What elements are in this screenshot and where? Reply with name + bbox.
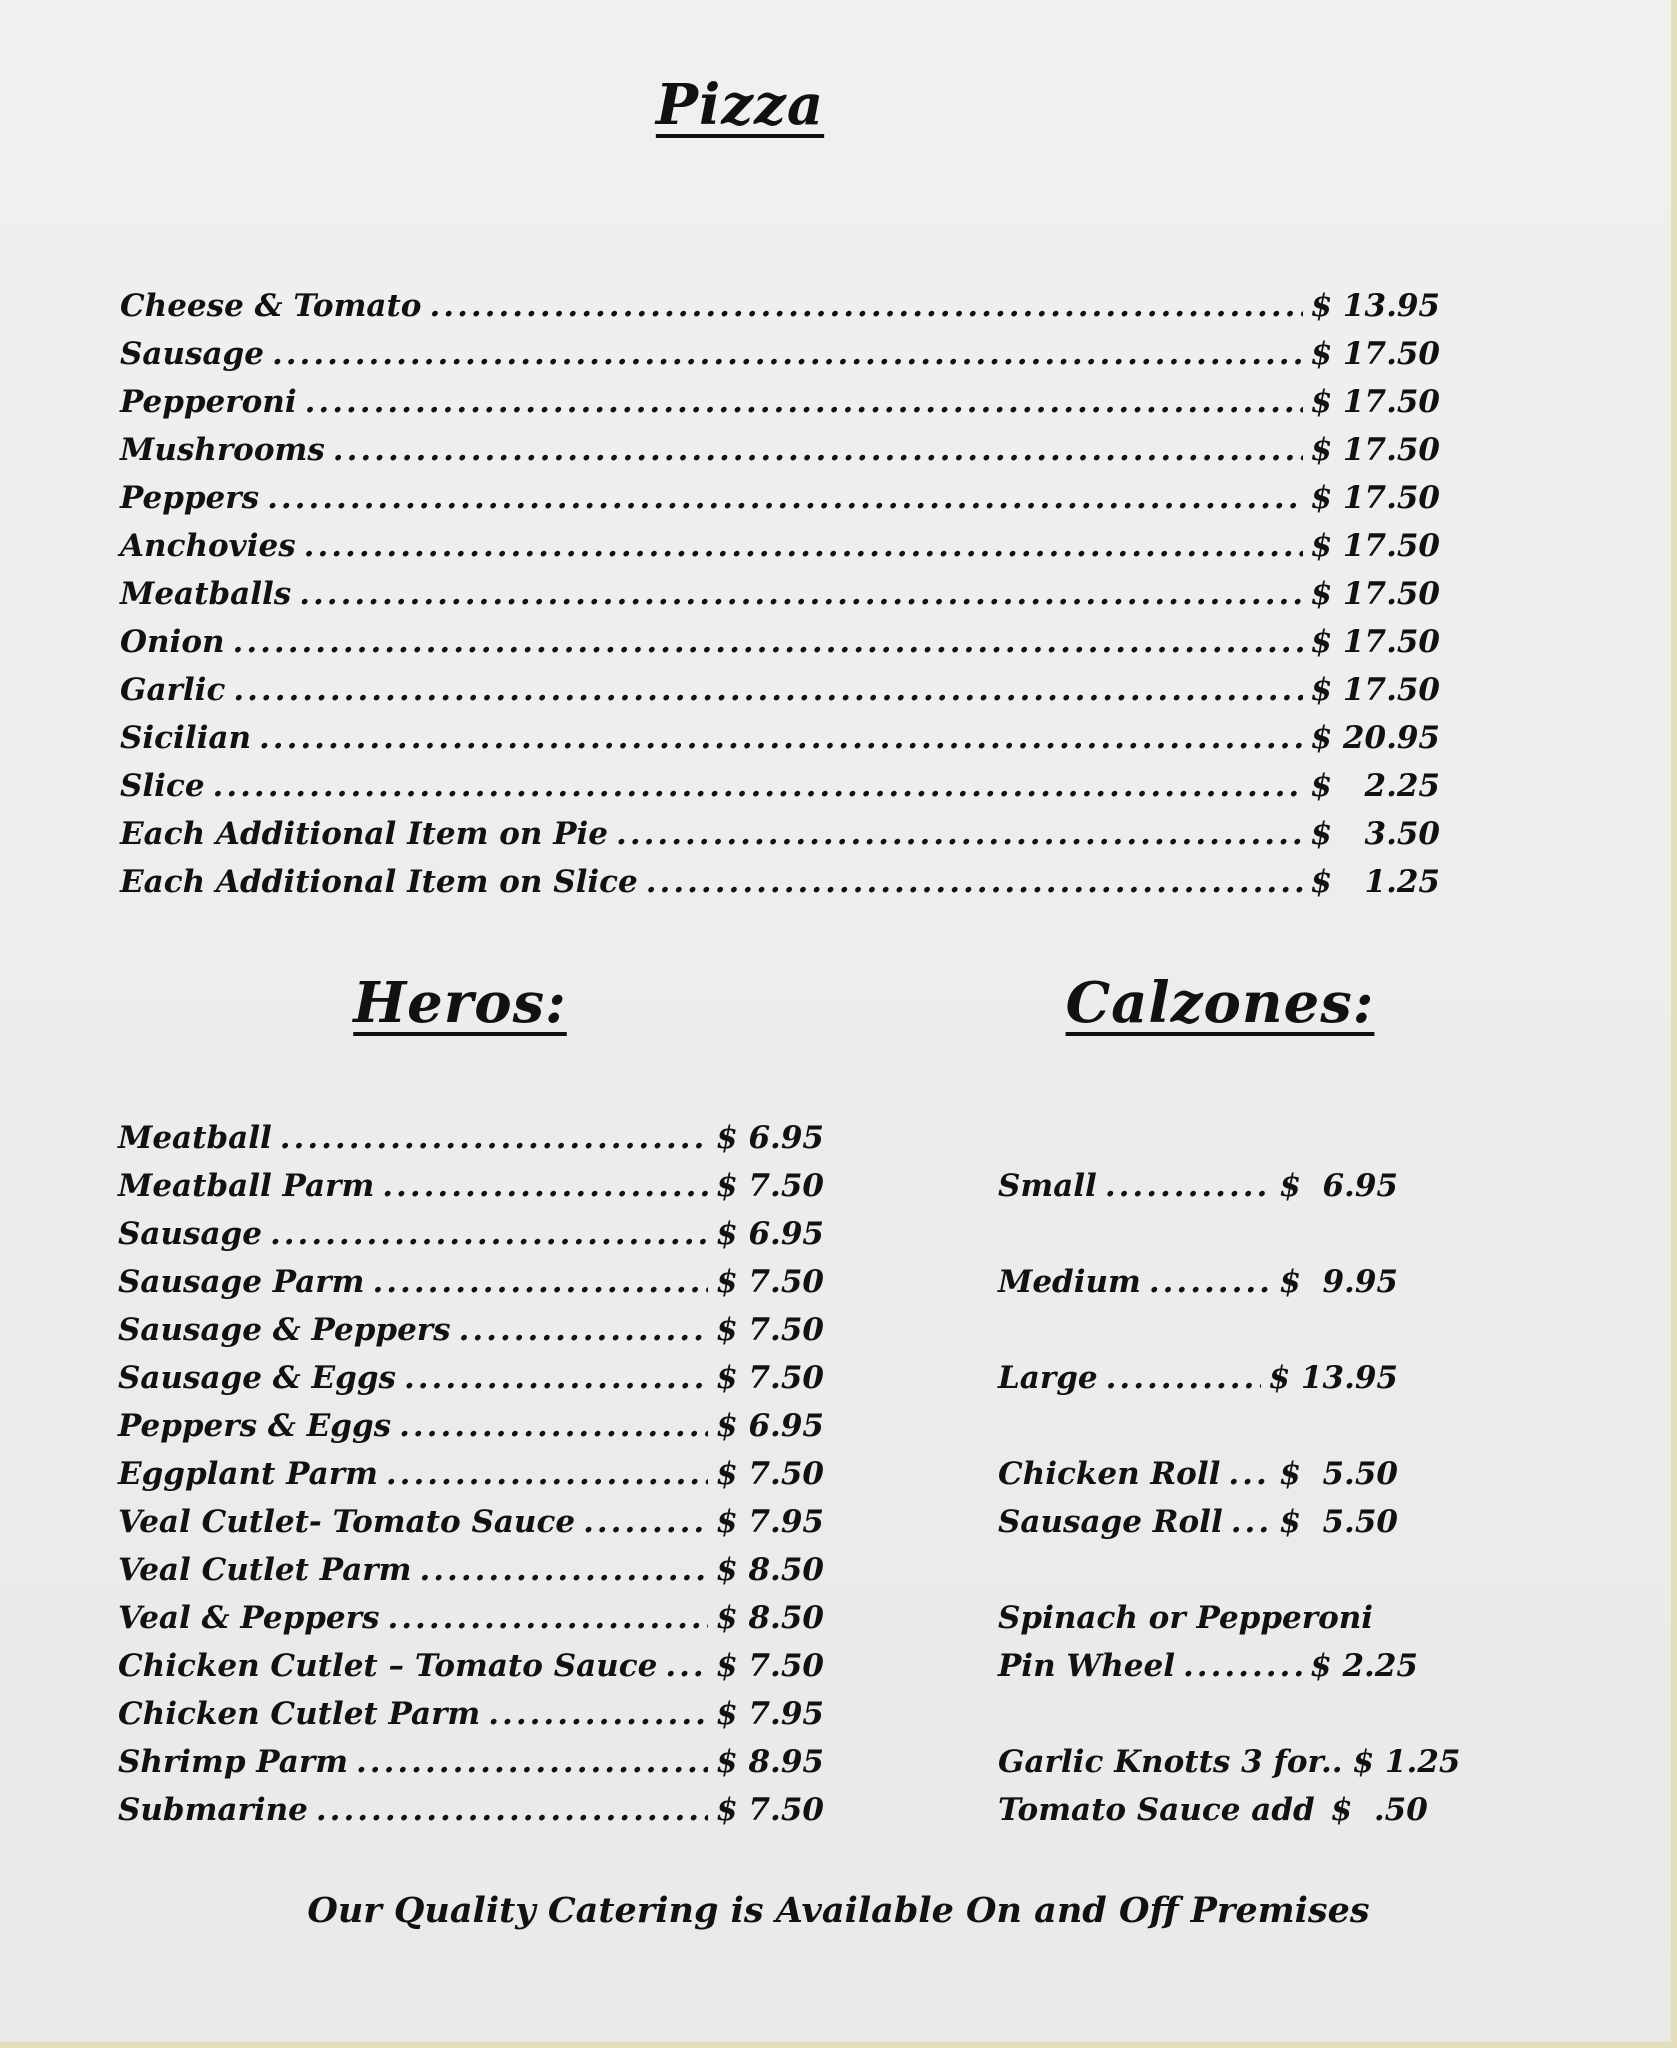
pizza-item-name: Each Additional Item on Pie	[120, 816, 609, 852]
pizza-item-name: Peppers	[120, 480, 260, 516]
pizza-item-name: Sicilian	[120, 720, 251, 756]
hero-item-name: Sausage	[118, 1216, 262, 1252]
calzone-sausage-roll	[998, 1504, 1398, 1540]
pizza-item-price: $ 17.50	[1310, 432, 1440, 468]
dot-leader	[1231, 1504, 1272, 1540]
dot-leader	[333, 432, 1303, 468]
dot-leader	[233, 624, 1303, 660]
dot-leader	[1105, 1168, 1272, 1204]
dot-leader	[1149, 1264, 1271, 1300]
hero-item-price: $ 6.95	[716, 1216, 824, 1252]
pizza-item	[120, 336, 1440, 372]
hero-item-price: $ 7.50	[716, 1168, 824, 1204]
pizza-item-price: $ 17.50	[1310, 480, 1440, 516]
hero-item	[118, 1696, 824, 1732]
hero-item-name: Chicken Cutlet – Tomato Sauce	[118, 1648, 658, 1684]
hero-item	[118, 1504, 824, 1540]
calzone-item-price: $ 5.50	[1279, 1504, 1398, 1540]
calzone-item-name: Pin Wheel	[998, 1648, 1175, 1684]
calzone-item-name: Garlic Knotts 3 for..	[998, 1744, 1343, 1780]
pizza-item	[120, 816, 1440, 852]
tomato-sauce-add	[998, 1792, 1428, 1828]
dot-leader	[267, 480, 1303, 516]
dot-leader	[386, 1456, 708, 1492]
calzone-medium	[998, 1264, 1398, 1300]
dot-leader	[616, 816, 1303, 852]
pizza-section-title: Pizza	[655, 72, 825, 138]
dot-leader	[399, 1408, 708, 1444]
calzone-chicken-roll	[998, 1456, 1398, 1492]
pizza-item	[120, 528, 1440, 564]
hero-item-price: $ 7.50	[716, 1456, 824, 1492]
pizza-item-price: $ 3.50	[1310, 816, 1440, 852]
dot-leader	[646, 864, 1303, 900]
hero-item-price: $ 6.95	[716, 1120, 824, 1156]
dot-leader	[1183, 1648, 1302, 1684]
hero-item-price: $ 7.50	[716, 1360, 824, 1396]
dot-leader	[583, 1504, 708, 1540]
hero-item-name: Shrimp Parm	[118, 1744, 349, 1780]
pizza-item	[120, 720, 1440, 756]
hero-item	[118, 1216, 824, 1252]
calzone-item-name: Medium	[998, 1264, 1141, 1300]
dot-leader	[233, 672, 1302, 708]
calzone-item-price: $ 2.25	[1310, 1648, 1418, 1684]
pizza-item-price: $ 17.50	[1310, 336, 1440, 372]
hero-item-price: $ 8.50	[716, 1552, 824, 1588]
calzone-item-name: Large	[998, 1360, 1098, 1396]
pizza-item-name: Slice	[120, 768, 205, 804]
dot-leader	[419, 1552, 708, 1588]
pizza-item	[120, 384, 1440, 420]
dot-leader	[372, 1264, 708, 1300]
heros-section-title: Heros:	[353, 970, 567, 1036]
calzone-item-price: $ .50	[1330, 1792, 1428, 1828]
hero-item-name: Sausage Parm	[118, 1264, 365, 1300]
pizza-item	[120, 480, 1440, 516]
dot-leader	[665, 1648, 708, 1684]
dot-leader	[488, 1696, 708, 1732]
pizza-item-price: $ 17.50	[1310, 528, 1440, 564]
calzone-item-name: Tomato Sauce add	[998, 1792, 1315, 1828]
pizza-item	[120, 672, 1440, 708]
hero-item	[118, 1120, 824, 1156]
calzone-item-name: Sausage Roll	[998, 1504, 1223, 1540]
hero-item	[118, 1552, 824, 1588]
pizza-item-price: $ 17.50	[1310, 576, 1440, 612]
hero-item	[118, 1600, 824, 1636]
pizza-item-price: $ 13.95	[1310, 288, 1440, 324]
hero-item-name: Submarine	[118, 1792, 308, 1828]
pizza-item-price: $ 1.25	[1310, 864, 1440, 900]
hero-item	[118, 1168, 824, 1204]
pizza-item-price: $ 17.50	[1310, 384, 1440, 420]
pizza-item	[120, 432, 1440, 468]
calzone-large	[998, 1360, 1398, 1396]
hero-item	[118, 1648, 824, 1684]
pizza-item	[120, 864, 1440, 900]
hero-item-name: Meatball Parm	[118, 1168, 375, 1204]
dot-leader	[404, 1360, 708, 1396]
hero-item-price: $ 8.50	[716, 1600, 824, 1636]
hero-item-price: $ 7.50	[716, 1792, 824, 1828]
calzone-item-name: Chicken Roll	[998, 1456, 1221, 1492]
dot-leader	[1228, 1456, 1271, 1492]
pizza-item-name: Garlic	[120, 672, 226, 708]
hero-item-price: $ 7.95	[716, 1696, 824, 1732]
pizza-item-name: Anchovies	[120, 528, 296, 564]
calzone-small	[998, 1168, 1398, 1204]
dot-leader	[280, 1120, 708, 1156]
hero-item-name: Veal & Peppers	[118, 1600, 380, 1636]
calzone-item-price: $ 6.95	[1279, 1168, 1398, 1204]
calzone-item-price: $ 9.95	[1279, 1264, 1398, 1300]
pizza-item	[120, 624, 1440, 660]
hero-item-name: Eggplant Parm	[118, 1456, 378, 1492]
pizza-item-price: $ 17.50	[1310, 672, 1440, 708]
calzone-item-name: Small	[998, 1168, 1097, 1204]
pizza-item-name: Cheese & Tomato	[120, 288, 422, 324]
dot-leader	[459, 1312, 709, 1348]
hero-item-name: Peppers & Eggs	[118, 1408, 392, 1444]
dot-leader	[387, 1600, 708, 1636]
dot-leader	[1106, 1360, 1261, 1396]
dot-leader	[213, 768, 1303, 804]
hero-item-price: $ 6.95	[716, 1408, 824, 1444]
hero-item-name: Veal Cutlet Parm	[118, 1552, 412, 1588]
hero-item-name: Sausage & Peppers	[118, 1312, 451, 1348]
hero-item-name: Veal Cutlet- Tomato Sauce	[118, 1504, 576, 1540]
dot-leader	[299, 576, 1302, 612]
pizza-item-name: Mushrooms	[120, 432, 325, 468]
dot-leader	[259, 720, 1303, 756]
calzones-section-title: Calzones:	[1065, 970, 1375, 1036]
calzone-item-price: $ 13.95	[1268, 1360, 1398, 1396]
calzone-item-price: $ 5.50	[1279, 1456, 1398, 1492]
hero-item-name: Chicken Cutlet Parm	[118, 1696, 481, 1732]
dot-leader	[429, 288, 1302, 324]
pizza-item-name: Onion	[120, 624, 225, 660]
calzone-item-price: $ 1.25	[1352, 1744, 1461, 1780]
pizza-item	[120, 288, 1440, 324]
hero-item-price: $ 7.50	[716, 1312, 824, 1348]
pizza-item-name: Sausage	[120, 336, 264, 372]
hero-item	[118, 1744, 824, 1780]
hero-item	[118, 1360, 824, 1396]
dot-leader	[305, 384, 1303, 420]
dot-leader	[356, 1744, 708, 1780]
dot-leader	[272, 336, 1303, 372]
pizza-item-name: Meatballs	[120, 576, 292, 612]
pizza-item-price: $ 17.50	[1310, 624, 1440, 660]
hero-item-name: Meatball	[118, 1120, 272, 1156]
hero-item	[118, 1456, 824, 1492]
catering-footer: Our Quality Catering is Available On and Off Premises	[307, 1890, 1370, 1931]
dot-leader	[270, 1216, 708, 1252]
pizza-item	[120, 768, 1440, 804]
pizza-item-price: $ 2.25	[1310, 768, 1440, 804]
pizza-item-name: Pepperoni	[120, 384, 297, 420]
dot-leader	[382, 1168, 708, 1204]
dot-leader	[316, 1792, 708, 1828]
hero-item-price: $ 7.50	[716, 1648, 824, 1684]
hero-item	[118, 1408, 824, 1444]
calzone-pinwheel	[998, 1648, 1418, 1684]
dot-leader	[304, 528, 1303, 564]
pizza-item-price: $ 20.95	[1310, 720, 1440, 756]
pizza-item	[120, 576, 1440, 612]
hero-item-price: $ 8.95	[716, 1744, 824, 1780]
hero-item-name: Sausage & Eggs	[118, 1360, 396, 1396]
pinwheel-description: Spinach or Pepperoni	[998, 1600, 1374, 1636]
hero-item-price: $ 7.95	[716, 1504, 824, 1540]
hero-item-price: $ 7.50	[716, 1264, 824, 1300]
pizza-item-name: Each Additional Item on Slice	[120, 864, 638, 900]
hero-item	[118, 1312, 824, 1348]
garlic-knotts	[998, 1744, 1461, 1780]
hero-item	[118, 1792, 824, 1828]
hero-item	[118, 1264, 824, 1300]
